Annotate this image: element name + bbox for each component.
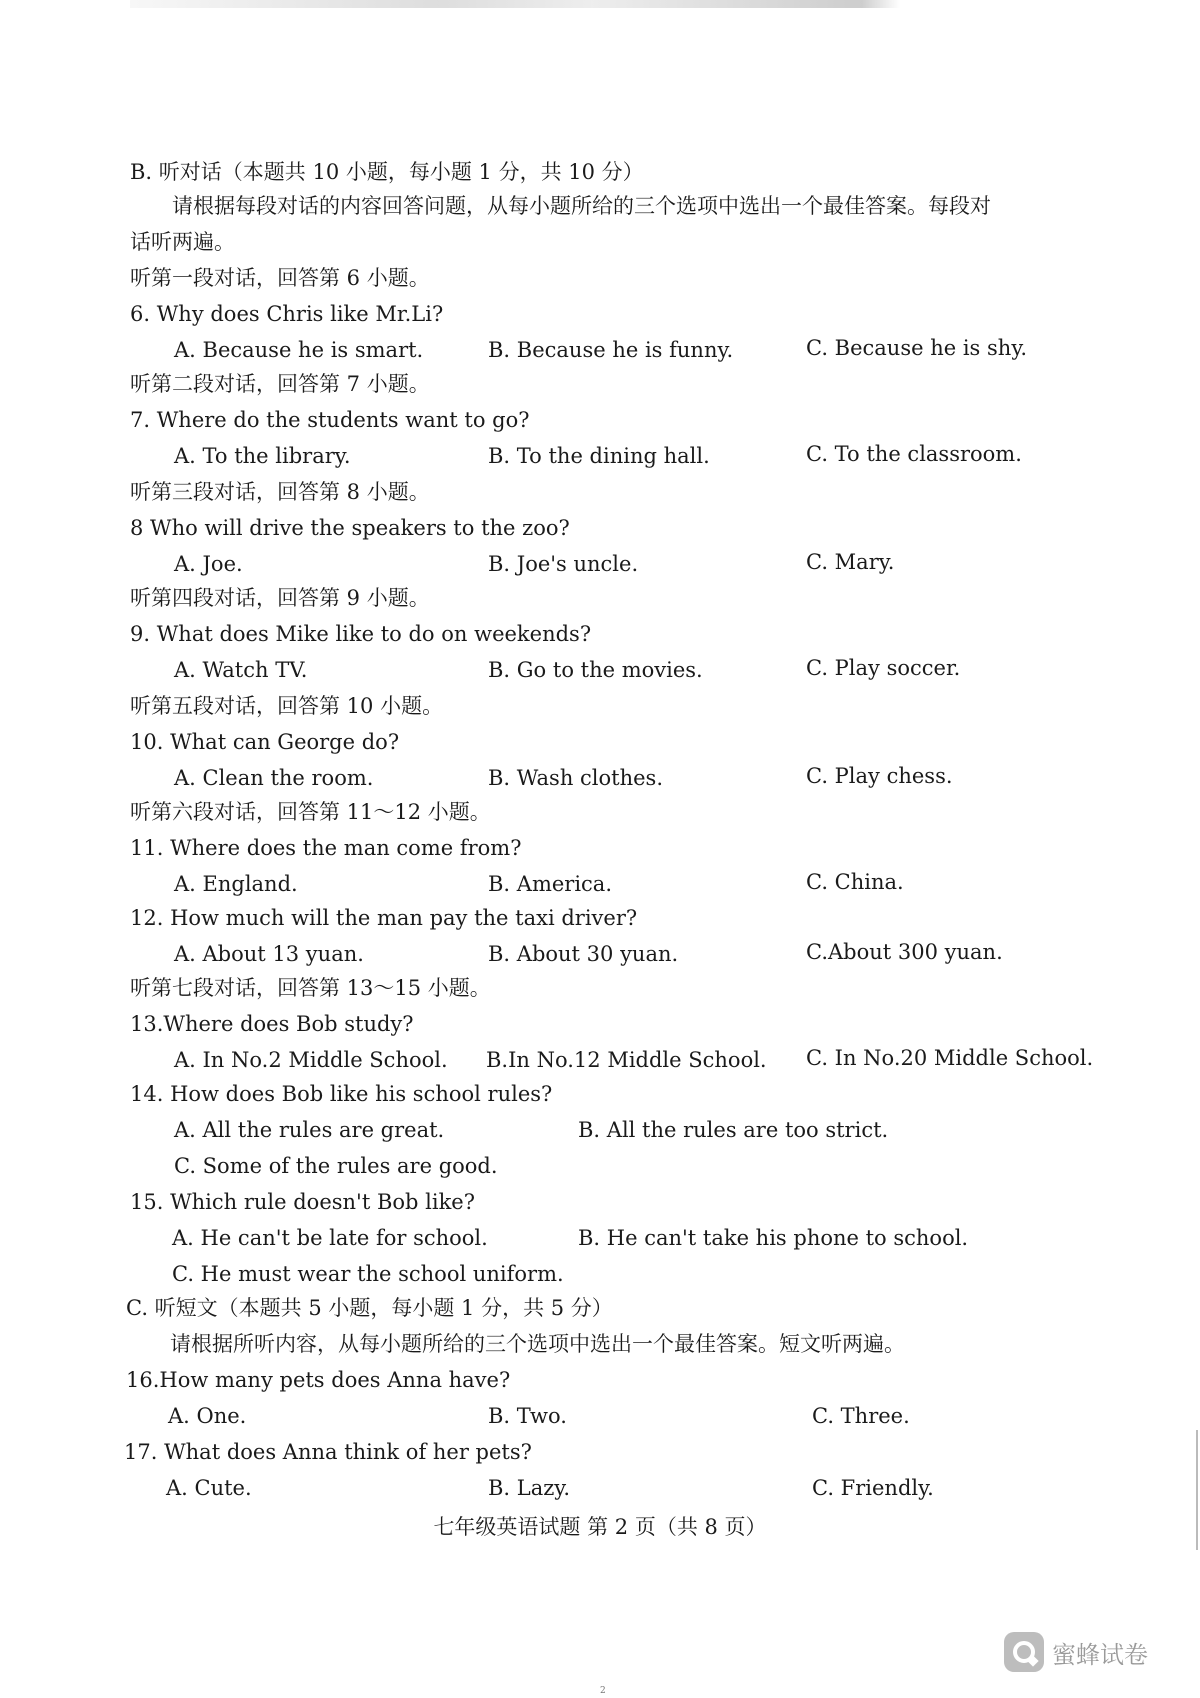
q14-option-b: B. All the rules are too strict. bbox=[578, 1118, 889, 1142]
q14-option-c: C. Some of the rules are good. bbox=[174, 1154, 498, 1178]
q6-option-a: A. Because he is smart. bbox=[174, 338, 424, 362]
section-c-instruction: 请根据所听内容，从每小题所给的三个选项中选出一个最佳答案。短文听两遍。 bbox=[170, 1332, 905, 1356]
q8-option-b: B. Joe's uncle. bbox=[488, 552, 639, 576]
q9-option-b: B. Go to the movies. bbox=[488, 658, 703, 682]
q17-option-a: A. Cute. bbox=[166, 1476, 252, 1500]
question-15: 15. Which rule doesn't Bob like? bbox=[130, 1190, 475, 1214]
dialogue-prompt: 听第三段对话，回答第 8 小题。 bbox=[130, 480, 430, 504]
q10-option-a: A. Clean the room. bbox=[174, 766, 374, 790]
question-17: 17. What does Anna think of her pets? bbox=[124, 1440, 532, 1464]
q7-option-c: C. To the classroom. bbox=[806, 442, 1022, 466]
question-9: 9. What does Mike like to do on weekends? bbox=[130, 622, 592, 646]
q16-option-a: A. One. bbox=[168, 1404, 247, 1428]
q16-option-b: B. Two. bbox=[488, 1404, 567, 1428]
dialogue-prompt: 听第七段对话，回答第 13～15 小题。 bbox=[130, 976, 491, 1000]
q10-option-b: B. Wash clothes. bbox=[488, 766, 664, 790]
dialogue-prompt: 听第一段对话，回答第 6 小题。 bbox=[130, 266, 430, 290]
q8-option-c: C. Mary. bbox=[806, 550, 895, 574]
search-logo-icon bbox=[1004, 1632, 1044, 1672]
dialogue-prompt: 听第六段对话，回答第 11～12 小题。 bbox=[130, 800, 491, 824]
q9-option-a: A. Watch TV. bbox=[174, 658, 308, 682]
scan-edge-right bbox=[1196, 1430, 1198, 1550]
q14-option-a: A. All the rules are great. bbox=[174, 1118, 445, 1142]
q16-option-c: C. Three. bbox=[812, 1404, 910, 1428]
q12-option-c: C.About 300 yuan. bbox=[806, 940, 1003, 964]
question-13: 13.Where does Bob study? bbox=[130, 1012, 414, 1036]
q15-option-c: C. He must wear the school uniform. bbox=[172, 1262, 564, 1286]
q12-option-b: B. About 30 yuan. bbox=[488, 942, 679, 966]
q6-option-c: C. Because he is shy. bbox=[806, 336, 1028, 360]
section-c-heading: C. 听短文（本题共 5 小题，每小题 1 分，共 5 分） bbox=[126, 1296, 613, 1320]
q7-option-a: A. To the library. bbox=[174, 444, 351, 468]
section-b-instruction-cont: 话听两遍。 bbox=[130, 230, 235, 254]
q13-option-b: B.In No.12 Middle School. bbox=[486, 1048, 767, 1072]
question-14: 14. How does Bob like his school rules? bbox=[130, 1082, 553, 1106]
watermark bbox=[1004, 1632, 1148, 1672]
q10-option-c: C. Play chess. bbox=[806, 764, 953, 788]
section-b-heading: B. 听对话（本题共 10 小题，每小题 1 分，共 10 分） bbox=[130, 160, 644, 184]
q15-option-a: A. He can't be late for school. bbox=[172, 1226, 488, 1250]
q13-option-a: A. In No.2 Middle School. bbox=[174, 1048, 448, 1072]
q11-option-b: B. America. bbox=[488, 872, 613, 896]
section-b-instruction: 请根据每段对话的内容回答问题，从每小题所给的三个选项中选出一个最佳答案。每段对 bbox=[172, 194, 991, 218]
page-mark: 2 bbox=[600, 1686, 606, 1696]
question-8: 8 Who will drive the speakers to the zoo? bbox=[130, 516, 570, 540]
question-10: 10. What can George do? bbox=[130, 730, 400, 754]
q13-option-c: C. In No.20 Middle School. bbox=[806, 1046, 1094, 1070]
question-7: 7. Where do the students want to go? bbox=[130, 408, 530, 432]
watermark-text: 蜜蜂试卷 bbox=[1052, 1640, 1148, 1669]
q9-option-c: C. Play soccer. bbox=[806, 656, 961, 680]
page-footer: 七年级英语试题 第 2 页（共 8 页） bbox=[433, 1515, 767, 1539]
question-11: 11. Where does the man come from? bbox=[130, 836, 522, 860]
q11-option-c: C. China. bbox=[806, 870, 904, 894]
dialogue-prompt: 听第四段对话，回答第 9 小题。 bbox=[130, 586, 430, 610]
question-12: 12. How much will the man pay the taxi driver? bbox=[130, 906, 638, 930]
q11-option-a: A. England. bbox=[174, 872, 298, 896]
q17-option-b: B. Lazy. bbox=[488, 1476, 571, 1500]
q6-option-b: B. Because he is funny. bbox=[488, 338, 734, 362]
question-16: 16.How many pets does Anna have? bbox=[126, 1368, 511, 1392]
q12-option-a: A. About 13 yuan. bbox=[174, 942, 364, 966]
q17-option-c: C. Friendly. bbox=[812, 1476, 934, 1500]
dialogue-prompt: 听第五段对话，回答第 10 小题。 bbox=[130, 694, 444, 718]
question-6: 6. Why does Chris like Mr.Li? bbox=[130, 302, 444, 326]
q15-option-b: B. He can't take his phone to school. bbox=[578, 1226, 969, 1250]
q8-option-a: A. Joe. bbox=[174, 552, 243, 576]
dialogue-prompt: 听第二段对话，回答第 7 小题。 bbox=[130, 372, 430, 396]
q7-option-b: B. To the dining hall. bbox=[488, 444, 710, 468]
